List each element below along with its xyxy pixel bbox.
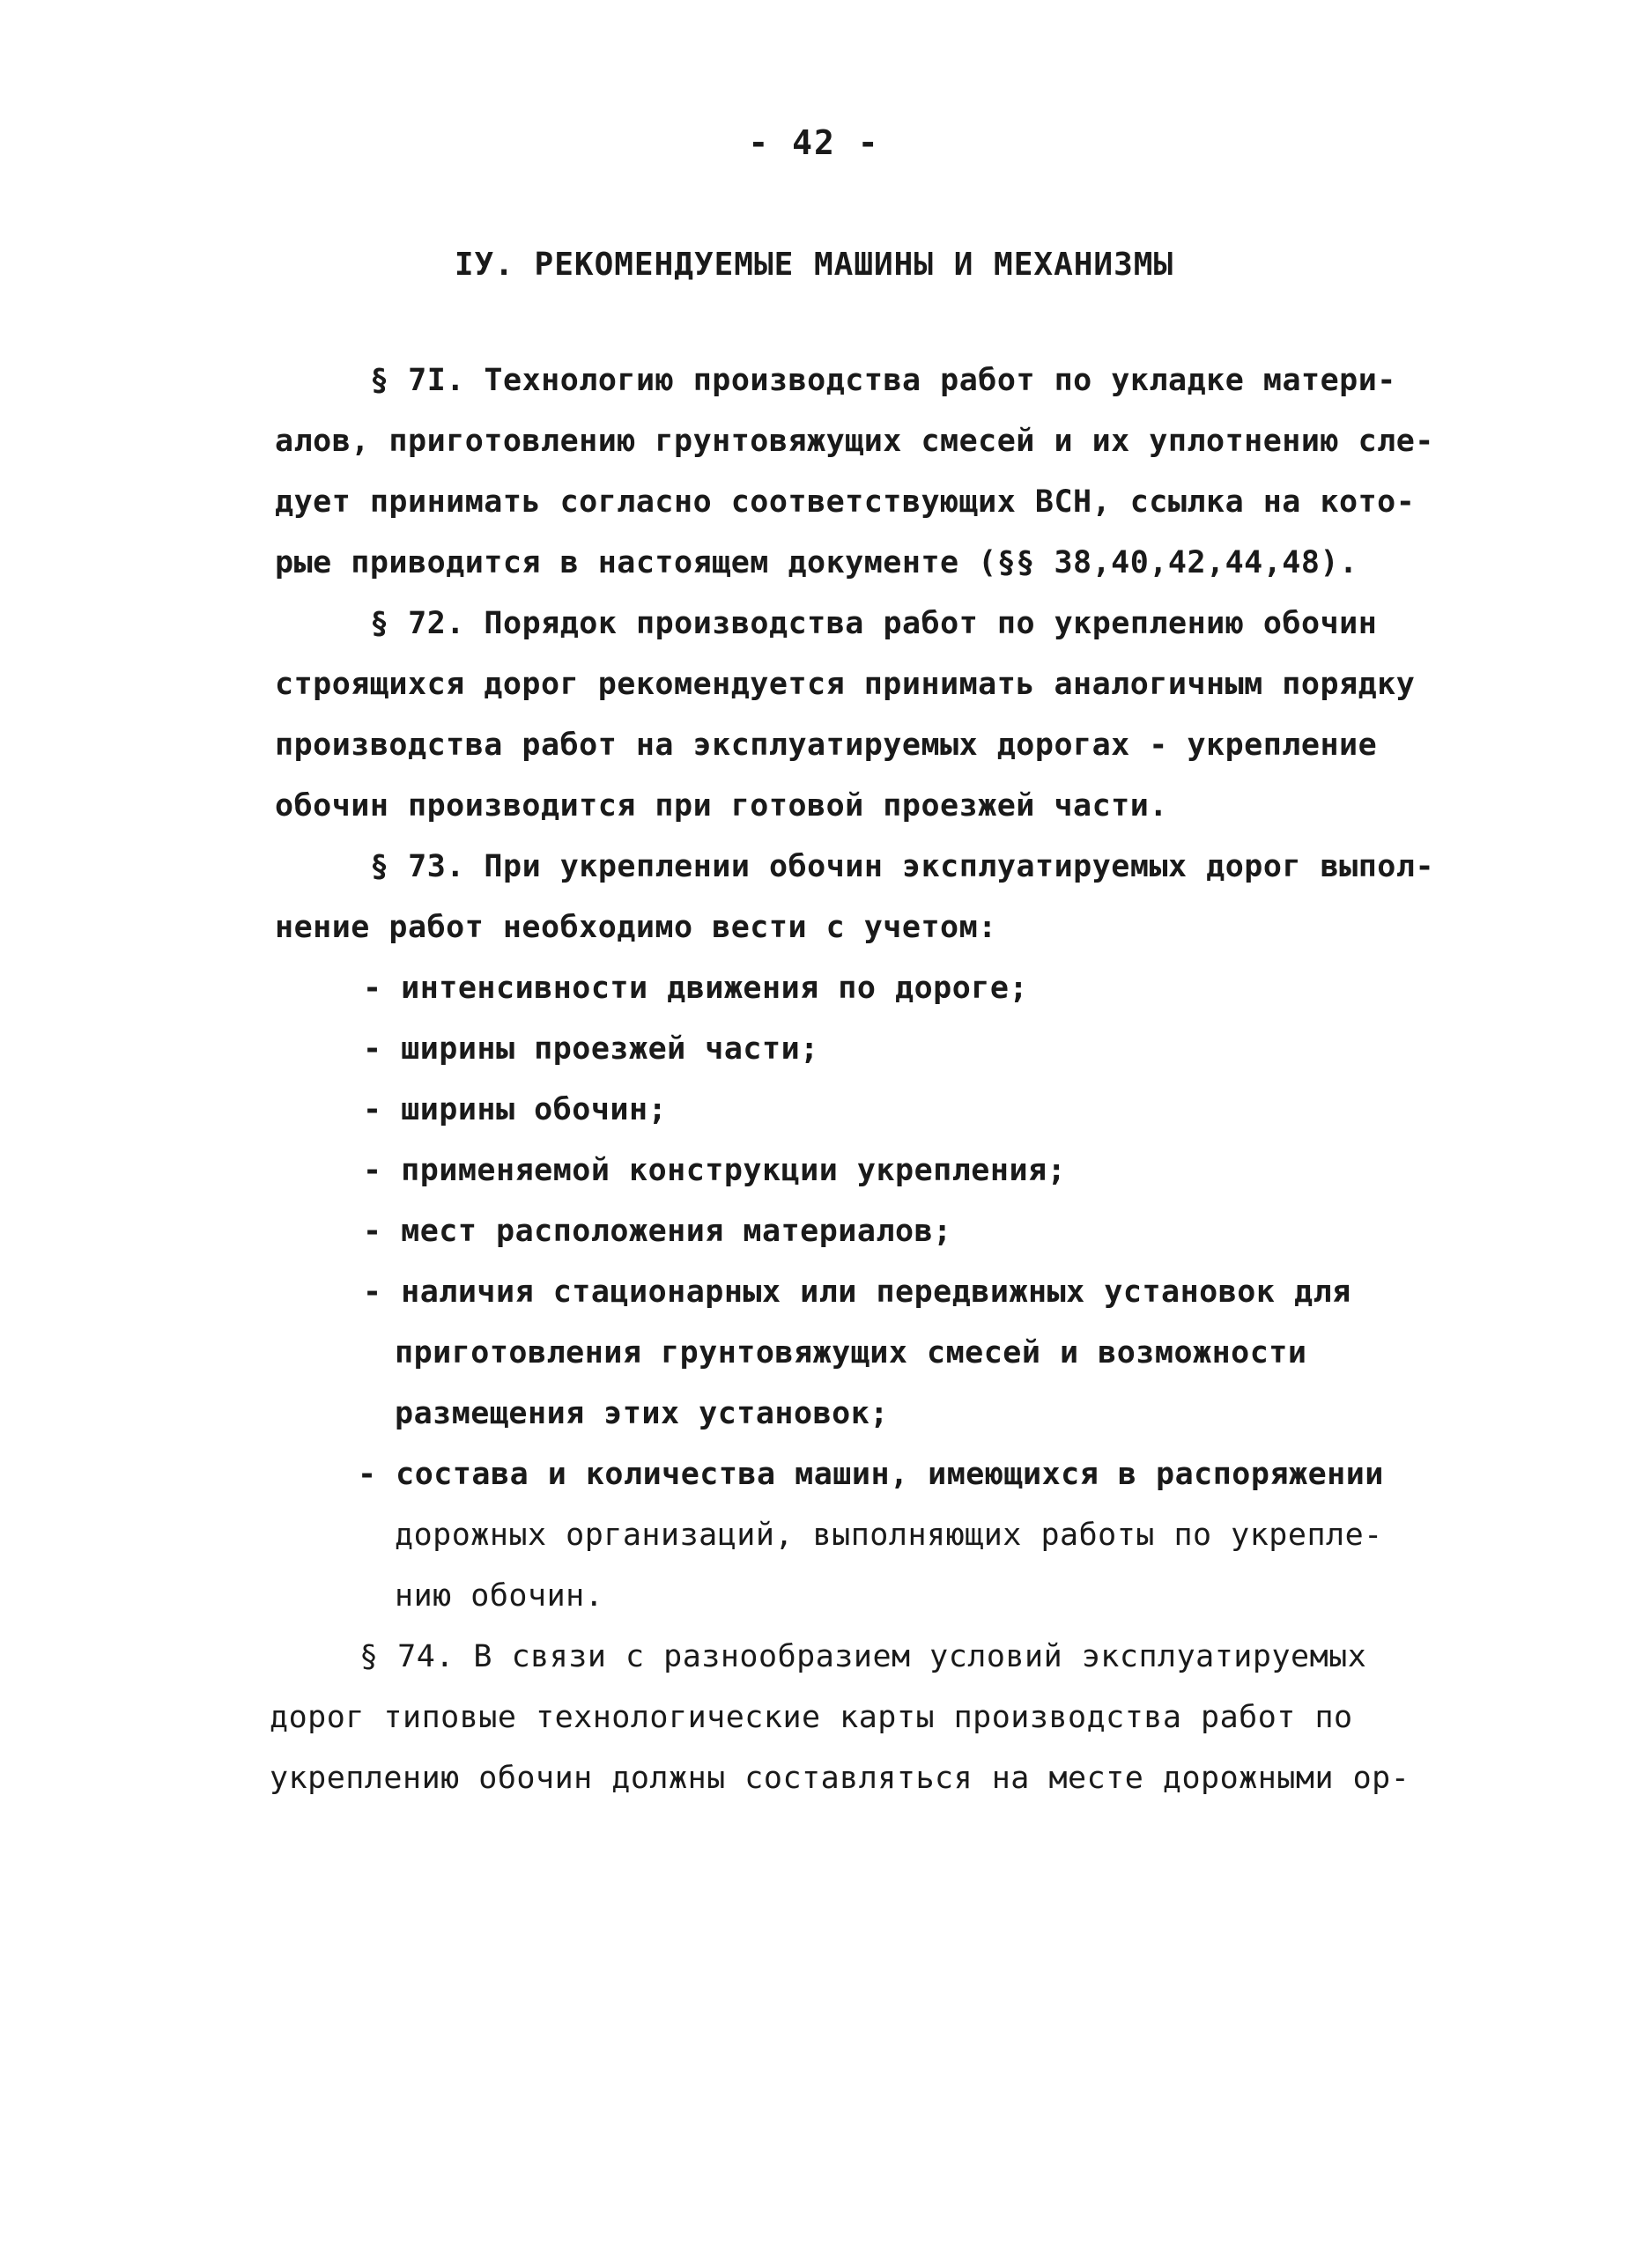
paragraph-73-line-2: нение работ необходимо вести с учетом: [275, 910, 997, 945]
list-item-shoulder-width: - ширины обочин; [363, 1092, 668, 1127]
paragraph-74-line-2: дорог типовые технологические карты производства работ по [270, 1700, 1353, 1735]
list-item-materials: - мест расположения материалов; [363, 1214, 952, 1249]
list-item-construction: - применяемой конструкции укрепления; [363, 1153, 1067, 1188]
paragraph-72-line-4: обочин производится при готовой проезжей части. [275, 788, 1168, 824]
paragraph-74-line-1: § 74. В связи с разнообразием условий эксплуатируемых [359, 1639, 1367, 1674]
paragraph-72-line-3: производства работ на эксплуатируемых дорогах - укрепление [275, 728, 1378, 763]
list-item-carriageway-width: - ширины проезжей части; [363, 1031, 819, 1067]
paragraph-71-line-2: алов, приготовлению грунтовяжущих смесей и их уплотнению сле- [275, 424, 1434, 459]
list-item-installations-line-3: размещения этих установок; [395, 1396, 889, 1431]
page-number: - 42 - [748, 123, 880, 162]
paragraph-73-line-1: § 73. При укреплении обочин эксплуатируемых дорог выпол- [370, 849, 1435, 884]
paragraph-72-line-2: строящихся дорог рекомендуется принимать аналогичным порядку [275, 667, 1416, 702]
list-item-installations-line-2: приготовления грунтовяжущих смесей и возможности [395, 1335, 1307, 1370]
paragraph-71-line-4: рые приводится в настоящем документе (§§ 38,40,42,44,48). [275, 545, 1358, 580]
paragraph-71-line-3: дует принимать согласно соответствующих ВСН, ссылка на кото- [275, 484, 1416, 520]
list-item-machines-line-3: нию обочин. [395, 1578, 604, 1614]
paragraph-72-line-1: § 72. Порядок производства работ по укреплению обочин [370, 606, 1378, 641]
list-item-machines-line-1: - состава и количества машин, имеющихся в распоряжении [358, 1457, 1384, 1492]
list-item-machines-line-2: дорожных организаций, выполняющих работы по укрепле- [395, 1518, 1383, 1553]
paragraph-74-line-3: укреплению обочин должны составляться на месте дорожными ор- [270, 1761, 1410, 1796]
list-item-traffic: - интенсивности движения по дороге; [363, 971, 1029, 1006]
paragraph-71-line-1: § 7I. Технологию производства работ по укладке матери- [370, 363, 1396, 398]
section-title: IУ. РЕКОМЕНДУЕМЫЕ МАШИНЫ И МЕХАНИЗМЫ [454, 247, 1174, 283]
list-item-installations-line-1: - наличия стационарных или передвижных установок для [363, 1274, 1351, 1310]
